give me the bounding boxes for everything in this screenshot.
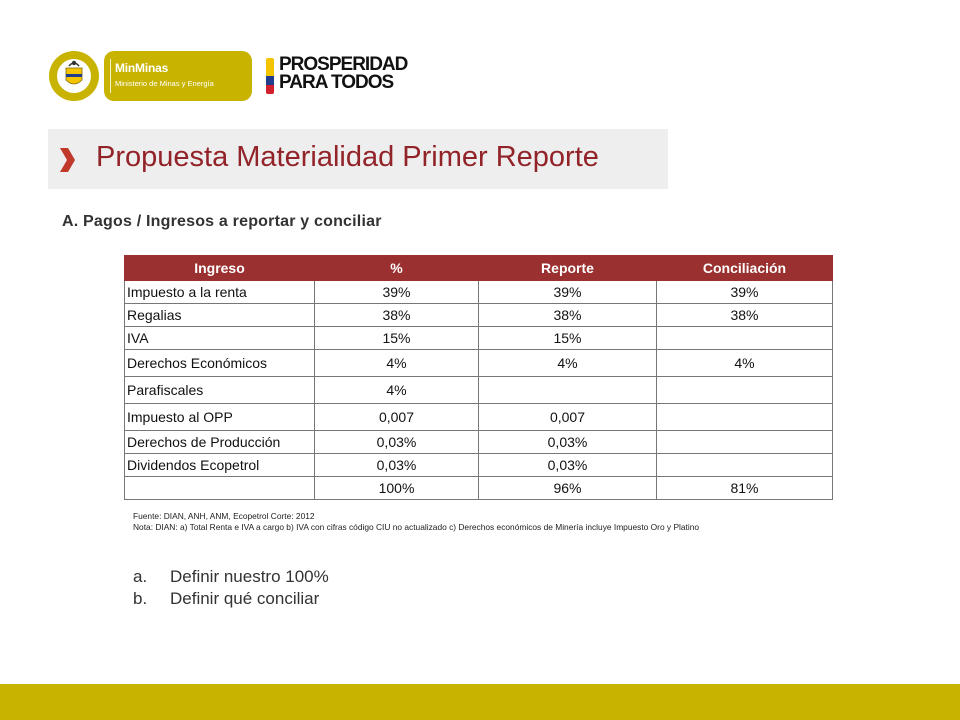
cell-ingreso: Derechos de Producción	[125, 431, 315, 454]
slogan	[279, 56, 407, 92]
cell-reporte: 15%	[479, 327, 657, 350]
header-reporte: Reporte	[479, 256, 657, 281]
cell-reporte: 38%	[479, 304, 657, 327]
header-percent: %	[315, 256, 479, 281]
table-row	[125, 304, 833, 327]
cell-reporte-total: 96%	[479, 477, 657, 500]
colombia-seal-icon	[48, 50, 100, 102]
cell-percent: 15%	[315, 327, 479, 350]
minminas-logo	[48, 50, 252, 102]
cell-conciliacion	[657, 454, 833, 477]
page-title: Propuesta Materialidad Primer Reporte	[96, 141, 599, 173]
cell-percent: 0,03%	[315, 431, 479, 454]
cell-conciliacion: 4%	[657, 350, 833, 377]
table-row	[125, 454, 833, 477]
list-marker: b.	[133, 589, 148, 608]
cell-ingreso: Impuesto a la renta	[125, 281, 315, 304]
list-item-text: Definir qué conciliar	[170, 589, 320, 608]
cell-percent: 4%	[315, 350, 479, 377]
cell-percent: 39%	[315, 281, 479, 304]
list-marker: a.	[133, 567, 148, 586]
dian-note: Nota: DIAN: a) Total Renta e IVA a cargo b) IVA con cifras código CIU no actualizado c) Derechos económicos de Minería incluye Impuesto Oro y Platino	[133, 522, 700, 532]
cell-percent: 4%	[315, 377, 479, 404]
header-conciliacion: Conciliación	[657, 256, 833, 281]
cell-percent-total: 100%	[315, 477, 479, 500]
cell-conciliacion	[657, 377, 833, 404]
slogan-line-2: PARA TODOS	[279, 72, 394, 93]
section-subtitle: A. Pagos / Ingresos a reportar y conciliar	[62, 213, 382, 230]
chevron-right-icon	[58, 146, 76, 174]
colombia-flag-icon	[266, 58, 274, 94]
list-item-text: Definir nuestro 100%	[170, 567, 329, 586]
table-notes	[133, 511, 699, 533]
title-bar	[48, 129, 668, 189]
cell-reporte: 0,03%	[479, 431, 657, 454]
prosperidad-logo	[266, 56, 418, 96]
cell-percent: 0,03%	[315, 454, 479, 477]
footer-bar	[0, 684, 960, 720]
table-header-row	[125, 256, 833, 281]
table-row	[125, 281, 833, 304]
todo-list	[133, 566, 329, 610]
cell-conciliacion	[657, 404, 833, 431]
cell-conciliacion	[657, 431, 833, 454]
cell-ingreso: Dividendos Ecopetrol	[125, 454, 315, 477]
cell-percent: 38%	[315, 304, 479, 327]
cell-ingreso: Regalias	[125, 304, 315, 327]
payments-table	[124, 255, 833, 500]
list-item	[133, 566, 329, 588]
cell-ingreso: IVA	[125, 327, 315, 350]
table-row	[125, 327, 833, 350]
header-ingreso: Ingreso	[125, 256, 315, 281]
list-item	[133, 588, 329, 610]
cell-percent: 0,007	[315, 404, 479, 431]
minminas-badge	[104, 51, 252, 101]
table-row	[125, 404, 833, 431]
cell-conciliacion: 39%	[657, 281, 833, 304]
cell-ingreso: Parafiscales	[125, 377, 315, 404]
source-note: Fuente: DIAN, ANH, ANM, Ecopetrol Corte: 2012	[133, 511, 315, 521]
cell-reporte: 0,03%	[479, 454, 657, 477]
cell-reporte: 39%	[479, 281, 657, 304]
cell-reporte	[479, 377, 657, 404]
ministry-name: MinMinas	[115, 61, 169, 75]
table-row	[125, 377, 833, 404]
cell-conciliacion: 38%	[657, 304, 833, 327]
slogan-line-1: PROSPERIDAD	[279, 54, 408, 75]
cell-ingreso: Derechos Económicos	[125, 350, 315, 377]
cell-reporte: 4%	[479, 350, 657, 377]
cell-conciliacion	[657, 327, 833, 350]
cell-reporte: 0,007	[479, 404, 657, 431]
cell-ingreso	[125, 477, 315, 500]
table-total-row	[125, 477, 833, 500]
ministry-full-name: Ministerio de Minas y Energía	[115, 79, 214, 88]
table-row	[125, 350, 833, 377]
cell-conciliacion-total: 81%	[657, 477, 833, 500]
cell-ingreso: Impuesto al OPP	[125, 404, 315, 431]
table-row	[125, 431, 833, 454]
